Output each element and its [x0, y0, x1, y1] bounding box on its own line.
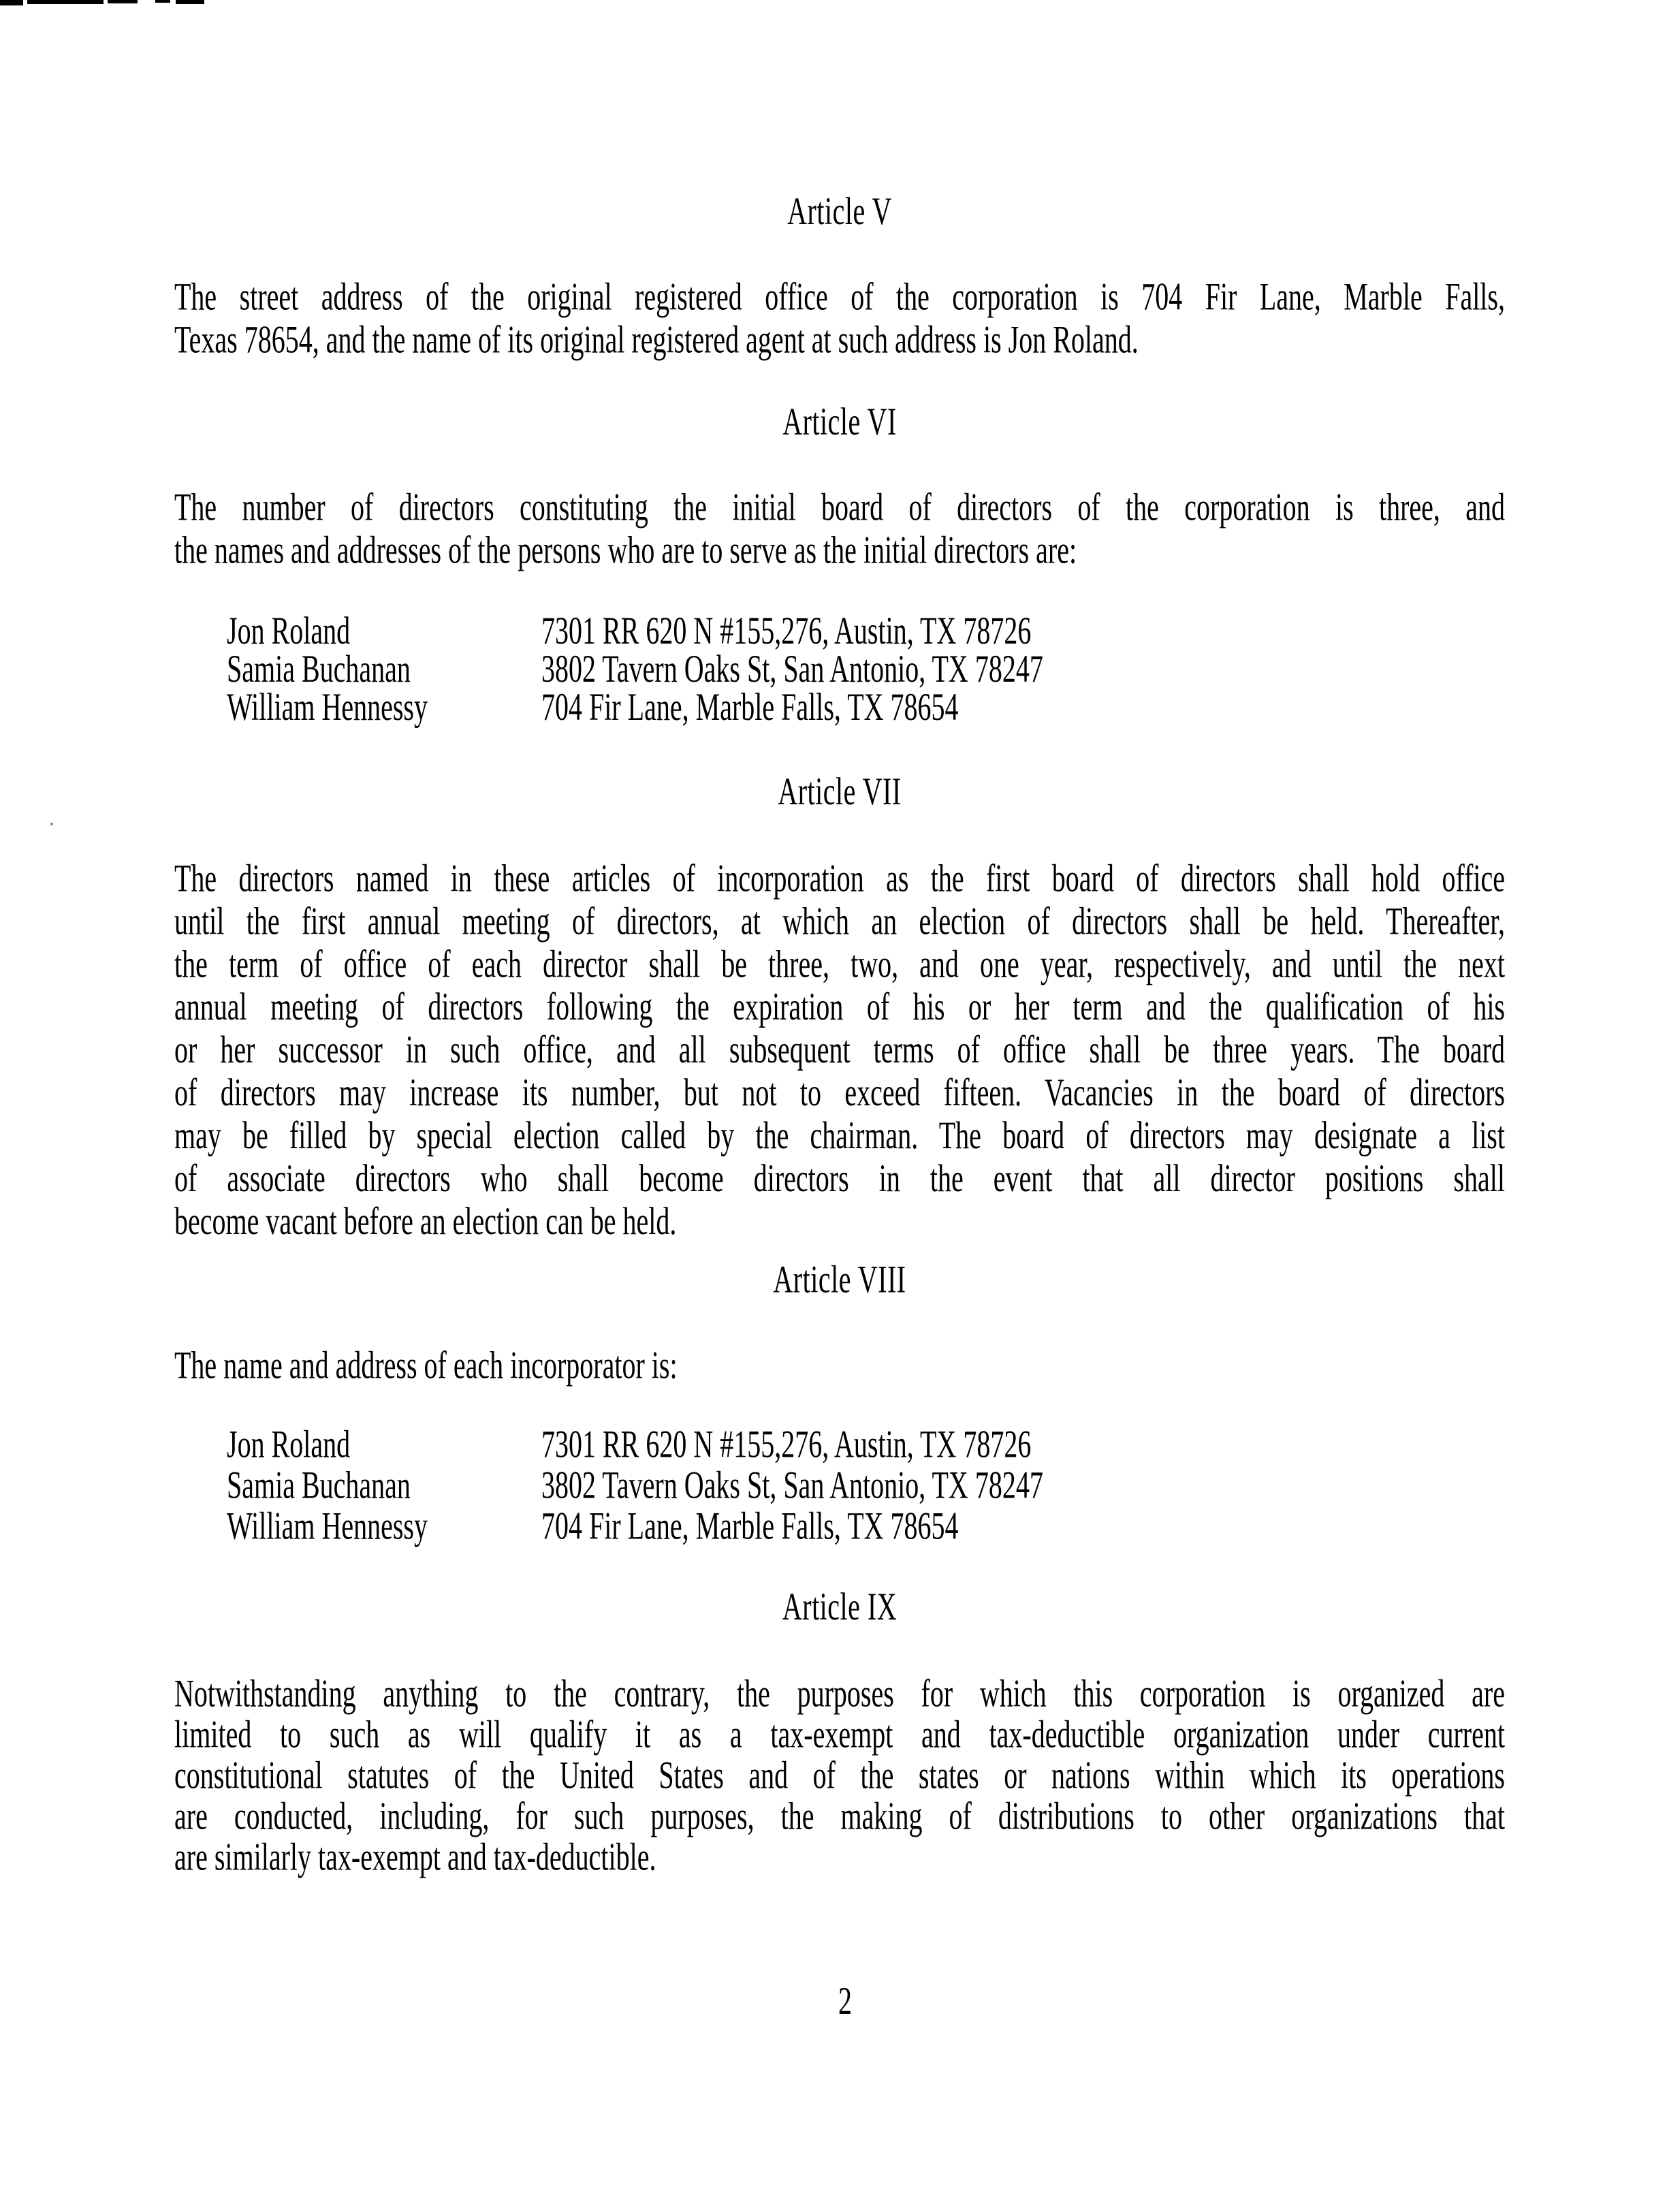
incorporator-address: 704 Fir Lane, Marble Falls, TX 78654	[541, 1504, 959, 1548]
directors-list	[174, 608, 1505, 729]
article-v-paragraph	[174, 276, 1505, 362]
paragraph-line: the term of office of each director shall be three, two, and one year, respectively, and until the next	[174, 941, 1505, 985]
paragraph-line: Texas 78654, and the name of its original registered agent at such address is Jon Roland.	[174, 317, 1139, 362]
paragraph-line: become vacant before an election can be held.	[174, 1198, 677, 1242]
director-address: 3802 Tavern Oaks St, San Antonio, TX 78247	[541, 646, 1043, 691]
article-vi-paragraph	[174, 486, 1505, 572]
paragraph-line: until the first annual meeting of directors, at which an election of directors shall be held. Thereafter,	[174, 898, 1505, 943]
paragraph-line: are conducted, including, for such purposes, the making of distributions to other organizations that	[174, 1793, 1505, 1837]
list-item	[174, 1506, 1505, 1547]
article-v-heading: Article V	[787, 189, 892, 233]
page-number: 2	[838, 1978, 852, 2023]
director-name: Jon Roland	[227, 608, 351, 653]
list-item	[174, 684, 1505, 729]
paragraph-line: constitutional statutes of the United States and of the states or nations within which its operations	[174, 1752, 1505, 1797]
paragraph-line: annual meeting of directors following the expiration of his or her term and the qualification of his	[174, 984, 1505, 1028]
incorporator-name: Jon Roland	[227, 1422, 351, 1466]
article-vii-heading: Article VII	[778, 770, 902, 814]
article-ix-heading: Article IX	[782, 1585, 898, 1629]
director-name: William Hennessy	[227, 684, 428, 729]
list-item	[174, 608, 1505, 653]
paragraph-line: The name and address of each incorporator is:	[174, 1343, 678, 1387]
paragraph-line: of associate directors who shall become directors in the event that all director positions shall	[174, 1155, 1505, 1200]
incorporators-list	[174, 1424, 1505, 1547]
list-item	[174, 1424, 1505, 1465]
incorporator-name: William Hennessy	[227, 1504, 428, 1548]
article-viii-heading: Article VIII	[773, 1257, 906, 1301]
article-viii-paragraph	[174, 1344, 1505, 1387]
paragraph-line: or her successor in such office, and all subsequent terms of office shall be three years. The board	[174, 1026, 1505, 1071]
list-item	[174, 1465, 1505, 1506]
paragraph-line: Notwithstanding anything to the contrary, the purposes for which this corporation is organized are	[174, 1671, 1505, 1715]
incorporator-address: 3802 Tavern Oaks St, San Antonio, TX 78247	[541, 1463, 1043, 1507]
incorporator-name: Samia Buchanan	[227, 1463, 411, 1507]
director-name: Samia Buchanan	[227, 646, 411, 691]
paragraph-line: The directors named in these articles of incorporation as the first board of directors shall hold office	[174, 855, 1505, 900]
article-ix-paragraph	[174, 1673, 1505, 1877]
paragraph-line: the names and addresses of the persons who are to serve as the initial directors are:	[174, 528, 1077, 572]
paragraph-line: may be filled by special election called by the chairman. The board of directors may designate a list	[174, 1112, 1505, 1157]
director-address: 7301 RR 620 N #155,276, Austin, TX 78726	[541, 608, 1032, 653]
article-vi-heading: Article VI	[782, 399, 897, 443]
paragraph-line: The number of directors constituting the initial board of directors of the corporation is three, and	[174, 485, 1505, 529]
director-address: 704 Fir Lane, Marble Falls, TX 78654	[541, 684, 959, 729]
list-item	[174, 646, 1505, 691]
article-vii-paragraph	[174, 857, 1505, 1242]
paragraph-line: The street address of the original registered office of the corporation is 704 Fir Lane, Marble Falls,	[174, 274, 1505, 319]
incorporator-address: 7301 RR 620 N #155,276, Austin, TX 78726	[541, 1422, 1032, 1466]
paragraph-line: of directors may increase its number, but not to exceed fifteen. Vacancies in the board of directors	[174, 1069, 1505, 1114]
paragraph-line: limited to such as will qualify it as a tax-exempt and tax-deductible organization under current	[174, 1711, 1505, 1756]
paragraph-line: are similarly tax-exempt and tax-deductible.	[174, 1834, 656, 1878]
